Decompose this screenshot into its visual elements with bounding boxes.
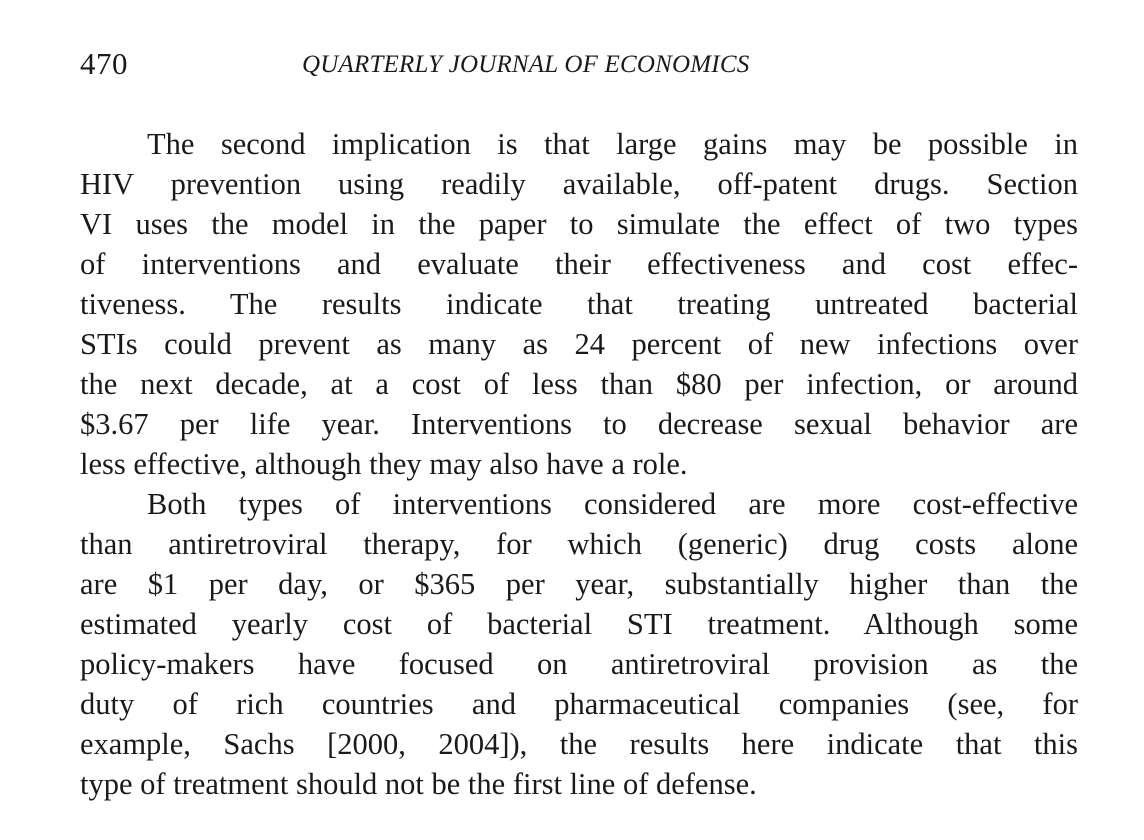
running-head: QUARTERLY JOURNAL OF ECONOMICS (302, 51, 750, 78)
text-line: policy-makers have focused on antiretroviral provision as the (80, 647, 1078, 681)
text-line: example, Sachs [2000, 2004]), the results here indicate that this (80, 727, 1078, 761)
page-number: 470 (80, 46, 128, 81)
text-line: of interventions and evaluate their effectiveness and cost effec- (80, 247, 1078, 281)
text-line: $3.67 per life year. Interventions to decrease sexual behavior are (80, 407, 1078, 441)
text-line: VI uses the model in the paper to simulate the effect of two types (80, 207, 1078, 241)
body-text (80, 124, 1078, 804)
text-line: less effective, although they may also have a role. (80, 447, 688, 481)
text-line: the next decade, at a cost of less than $80 per infection, or around (80, 367, 1078, 401)
text-line: The second implication is that large gains may be possible in (147, 127, 1078, 161)
text-line: HIV prevention using readily available, off-patent drugs. Section (80, 167, 1078, 201)
text-line: type of treatment should not be the first line of defense. (80, 767, 757, 801)
text-line: Both types of interventions considered are more cost-effective (147, 487, 1078, 521)
text-line: than antiretroviral therapy, for which (generic) drug costs alone (80, 527, 1078, 561)
text-line: tiveness. The results indicate that treating untreated bacterial (80, 287, 1078, 321)
text-line: duty of rich countries and pharmaceutical companies (see, for (80, 687, 1078, 721)
paragraph (80, 484, 1078, 804)
text-line: are $1 per day, or $365 per year, substantially higher than the (80, 567, 1078, 601)
text-line: STIs could prevent as many as 24 percent of new infections over (80, 327, 1078, 361)
text-line: estimated yearly cost of bacterial STI treatment. Although some (80, 607, 1078, 641)
paragraph (80, 124, 1078, 484)
